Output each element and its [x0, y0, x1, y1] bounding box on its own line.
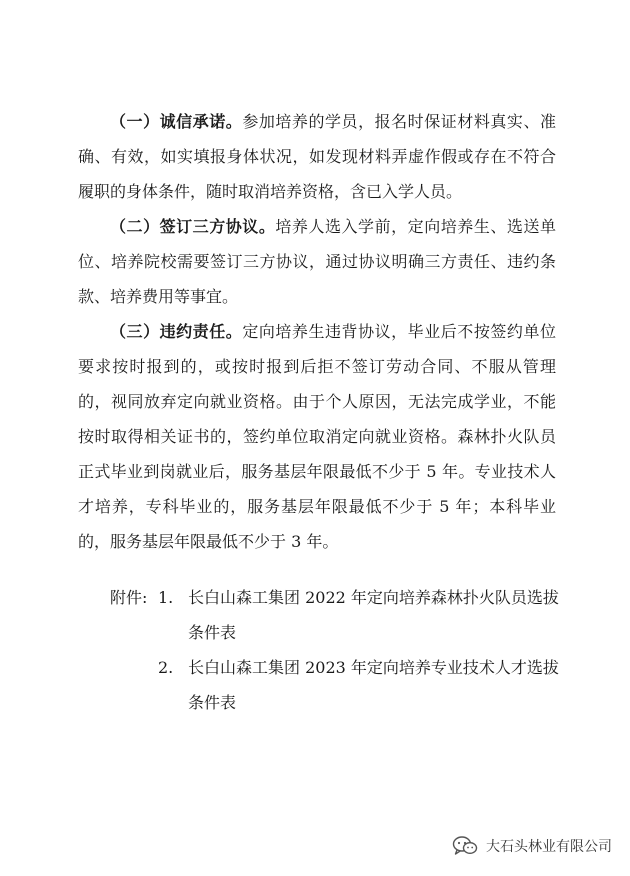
section-body: 培养人选入学前，定向培养生、选送单位、培养院校需要签订三方协议，通过协议明确三方责任、违约条款、培养费用等事宜。: [78, 217, 556, 306]
section-tripartite-agreement: [78, 209, 556, 314]
wechat-icon: [452, 835, 478, 857]
section-heading: （一）诚信承诺。: [110, 112, 243, 131]
section-heading: （三）违约责任。: [110, 322, 243, 341]
section-heading: （二）签订三方协议。: [110, 217, 276, 236]
watermark: [452, 834, 612, 858]
attachment-number: 1.: [158, 588, 174, 607]
section-liability-for-breach: [78, 314, 556, 559]
watermark-text: 大石头林业有限公司: [486, 839, 612, 855]
attachment-number: 2.: [158, 658, 174, 677]
section-body: 定向培养生违背协议，毕业后不按签约单位要求按时报到的，或按时报到后拒不签订劳动合同、不服从管理的，视同放弃定向就业资格。由于个人原因，无法完成学业，不能按时取得相关证书的，签约单位取消定向就业资格。森林扑火队员正式毕业到岗就业后，服务基层年限最低不少于 5 年。专业技术人才培养，专科毕业的，服务基层年限最低不少于 5 年；本科毕业的，服务基层年限最低不少于 3 年。: [78, 322, 556, 551]
section-body: 参加培养的学员，报名时保证材料真实、准确、有效，如实填报身体状况，如发现材料弄虚作假或存在不符合履职的身体条件，随时取消培养资格，含已入学人员。: [78, 112, 556, 201]
attachments-label: 附件:: [110, 588, 148, 607]
attachment-title: 长白山森工集团 2023 年定向培养专业技术人才选拔条件表: [188, 658, 559, 712]
section-integrity-commitment: [78, 104, 556, 209]
attachment-title: 长白山森工集团 2022 年定向培养森林扑火队员选拔条件表: [188, 588, 559, 642]
